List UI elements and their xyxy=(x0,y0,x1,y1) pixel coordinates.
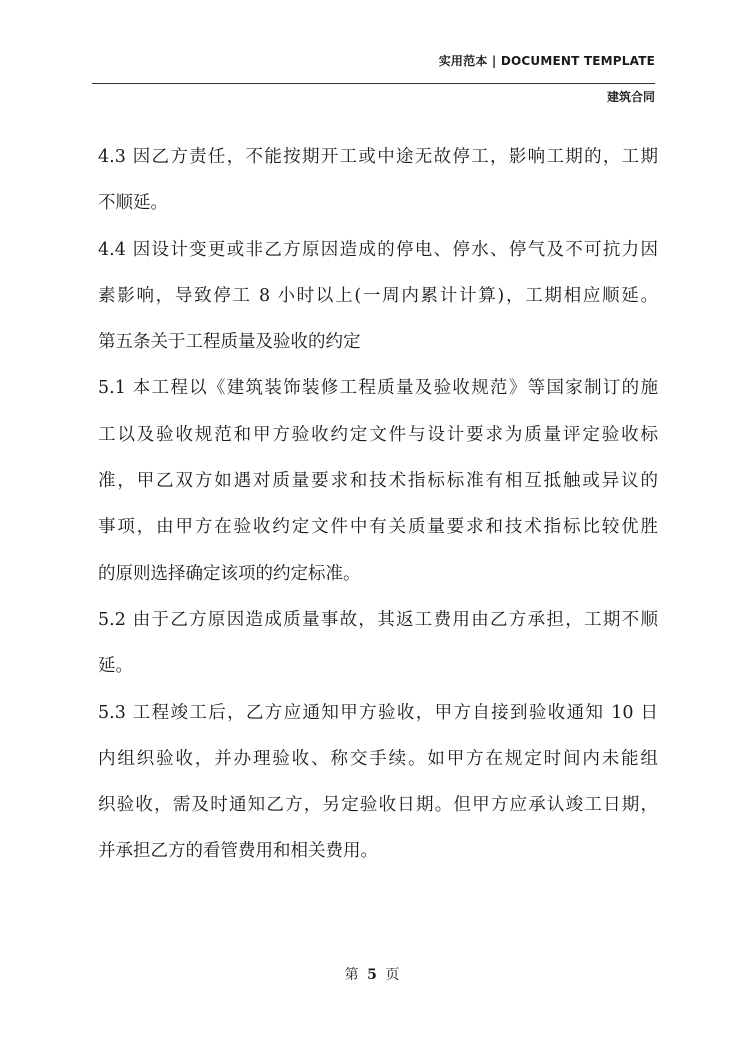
text-line: 事项，由甲方在验收约定文件中有关质量要求和技术指标比较优胜 xyxy=(98,517,658,538)
text-line: 的原则选择确定该项的约定标准。 xyxy=(98,563,361,584)
text-line: 5.1 本工程以《建筑装饰装修工程质量及验收规范》等国家制订的施 xyxy=(98,378,658,399)
text-line: 工以及验收规范和甲方验收约定文件与设计要求为质量评定验收标 xyxy=(98,424,658,445)
text-line: 5.3 工程竣工后，乙方应通知甲方验收，甲方自接到验收通知 10 日 xyxy=(98,702,658,723)
text-line: 4.4 因设计变更或非乙方原因造成的停电、停水、停气及不可抗力因 xyxy=(98,239,658,260)
text-line: 并承担乙方的看管费用和相关费用。 xyxy=(98,841,378,862)
text-line: 5.2 由于乙方原因造成质量事故，其返工费用由乙方承担，工期不顺 xyxy=(98,609,658,630)
text-line: 不顺延。 xyxy=(98,193,168,214)
text-line: 织验收，需及时通知乙方，另定验收日期。但甲方应承认竣工日期， xyxy=(98,795,658,816)
text-line: 4.3 因乙方责任，不能按期开工或中途无故停工，影响工期的，工期 xyxy=(98,147,658,167)
page-footer xyxy=(0,964,744,984)
text-line: 素影响，导致停工 8 小时以上(一周内累计计算)，工期相应顺延。 xyxy=(98,285,658,306)
header-divider xyxy=(92,83,655,84)
page-number: 5 xyxy=(367,967,377,983)
footer-prefix: 第 xyxy=(344,967,359,983)
text-line: 延。 xyxy=(98,656,133,677)
text-line: 内组织验收，并办理验收、称交手续。如甲方在规定时间内未能组 xyxy=(98,748,658,769)
text-line: 第五条关于工程质量及验收的约定 xyxy=(98,332,361,353)
footer-suffix: 页 xyxy=(385,967,400,983)
text-line: 准，甲乙双方如遇对质量要求和技术指标标准有相互抵触或异议的 xyxy=(98,471,658,492)
header-subtitle: 建筑合同 xyxy=(606,90,655,104)
document-body xyxy=(98,139,658,880)
header-title: 实用范本 | DOCUMENT TEMPLATE xyxy=(438,54,655,68)
